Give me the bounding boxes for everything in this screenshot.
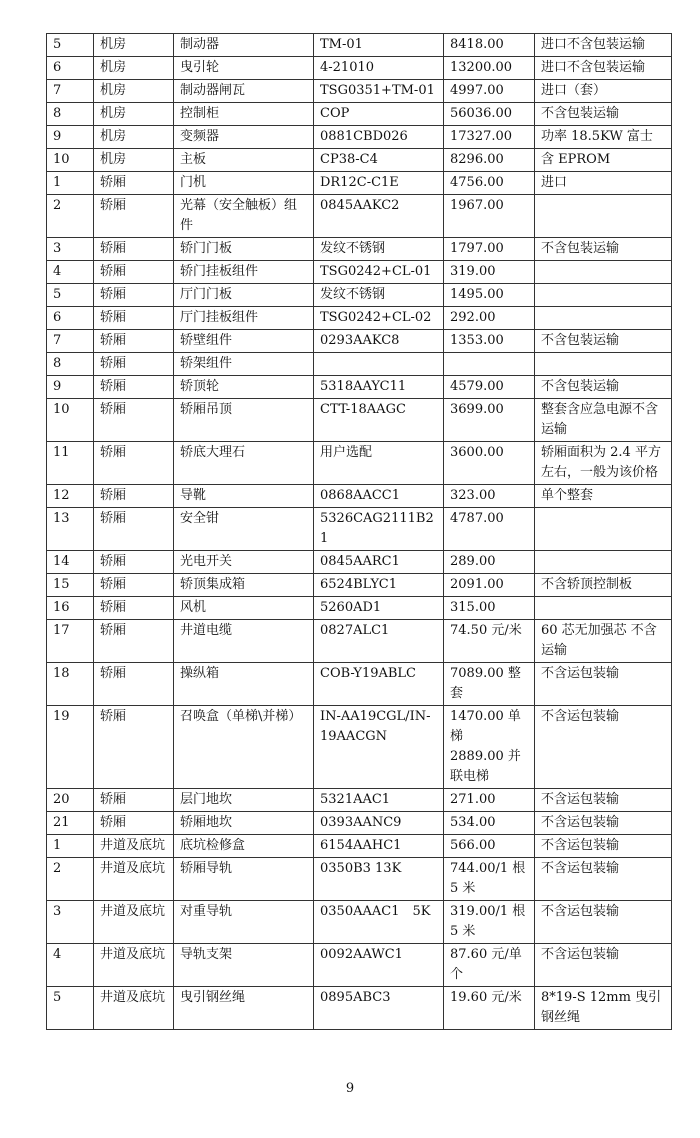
model-cell: 0293AAKC8 — [314, 330, 444, 353]
model-cell: 6524BLYC1 — [314, 574, 444, 597]
location-cell: 轿厢 — [94, 485, 174, 508]
location-cell: 轿厢 — [94, 789, 174, 812]
part-name-cell: 轿门门板 — [174, 238, 314, 261]
part-name-cell: 对重导轨 — [174, 901, 314, 944]
model-cell: DR12C-C1E — [314, 172, 444, 195]
row-index-cell: 13 — [47, 508, 94, 551]
row-index-cell: 4 — [47, 261, 94, 284]
part-name-cell: 制动器闸瓦 — [174, 80, 314, 103]
part-name-cell: 光幕（安全触板）组件 — [174, 195, 314, 238]
row-index-cell: 18 — [47, 663, 94, 706]
model-cell: CP38-C4 — [314, 149, 444, 172]
row-index-cell: 10 — [47, 399, 94, 442]
remark-cell — [535, 195, 672, 238]
table-row — [47, 620, 672, 663]
model-cell: CTT-18AAGC — [314, 399, 444, 442]
part-name-cell: 光电开关 — [174, 551, 314, 574]
price-cell: 744.00/1 根 5 米 — [444, 858, 535, 901]
location-cell: 轿厢 — [94, 663, 174, 706]
table-row — [47, 508, 672, 551]
remark-cell: 单个整套 — [535, 485, 672, 508]
price-cell: 56036.00 — [444, 103, 535, 126]
row-index-cell: 8 — [47, 353, 94, 376]
location-cell: 轿厢 — [94, 574, 174, 597]
remark-cell: 不含运包装输 — [535, 706, 672, 789]
remark-cell: 60 芯无加强芯 不含运输 — [535, 620, 672, 663]
remark-cell: 功率 18.5KW 富士 — [535, 126, 672, 149]
location-cell: 机房 — [94, 103, 174, 126]
price-cell: 1470.00 单梯 2889.00 并联电梯 — [444, 706, 535, 789]
part-name-cell: 曳引钢丝绳 — [174, 987, 314, 1030]
model-cell: TSG0351+TM-01 — [314, 80, 444, 103]
row-index-cell: 10 — [47, 149, 94, 172]
location-cell: 轿厢 — [94, 508, 174, 551]
table-row — [47, 238, 672, 261]
model-cell: 5326CAG2111B21 — [314, 508, 444, 551]
part-name-cell: 轿厢导轨 — [174, 858, 314, 901]
parts-price-table — [46, 33, 672, 1030]
model-cell: 0881CBD026 — [314, 126, 444, 149]
model-cell: COP — [314, 103, 444, 126]
part-name-cell: 轿顶轮 — [174, 376, 314, 399]
row-index-cell: 11 — [47, 442, 94, 485]
part-name-cell: 曳引轮 — [174, 57, 314, 80]
price-cell: 315.00 — [444, 597, 535, 620]
location-cell: 轿厢 — [94, 442, 174, 485]
price-cell: 1353.00 — [444, 330, 535, 353]
row-index-cell: 14 — [47, 551, 94, 574]
row-index-cell: 9 — [47, 126, 94, 149]
price-cell: 4579.00 — [444, 376, 535, 399]
part-name-cell: 导靴 — [174, 485, 314, 508]
part-name-cell: 轿厢吊顶 — [174, 399, 314, 442]
location-cell: 井道及底坑 — [94, 858, 174, 901]
row-index-cell: 1 — [47, 172, 94, 195]
price-cell: 8296.00 — [444, 149, 535, 172]
model-cell: 用户选配 — [314, 442, 444, 485]
remark-cell: 进口不含包装运输 — [535, 34, 672, 57]
part-name-cell: 召唤盒（单梯\并梯） — [174, 706, 314, 789]
location-cell: 轿厢 — [94, 620, 174, 663]
row-index-cell: 5 — [47, 34, 94, 57]
table-row — [47, 858, 672, 901]
location-cell: 轿厢 — [94, 376, 174, 399]
table-row — [47, 126, 672, 149]
remark-cell: 不含包装运输 — [535, 376, 672, 399]
model-cell — [314, 353, 444, 376]
part-name-cell: 轿顶集成箱 — [174, 574, 314, 597]
table-row — [47, 353, 672, 376]
table-row — [47, 57, 672, 80]
part-name-cell: 门机 — [174, 172, 314, 195]
table-row — [47, 987, 672, 1030]
part-name-cell: 导轨支架 — [174, 944, 314, 987]
row-index-cell: 17 — [47, 620, 94, 663]
price-cell: 292.00 — [444, 307, 535, 330]
page-number: 9 — [345, 1081, 355, 1096]
table-row — [47, 399, 672, 442]
part-name-cell: 轿壁组件 — [174, 330, 314, 353]
location-cell: 轿厢 — [94, 353, 174, 376]
location-cell: 井道及底坑 — [94, 901, 174, 944]
part-name-cell: 轿底大理石 — [174, 442, 314, 485]
model-cell: 5321AAC1 — [314, 789, 444, 812]
table-row — [47, 551, 672, 574]
location-cell: 机房 — [94, 149, 174, 172]
row-index-cell: 19 — [47, 706, 94, 789]
location-cell: 井道及底坑 — [94, 835, 174, 858]
row-index-cell: 5 — [47, 987, 94, 1030]
remark-cell: 不含运包装输 — [535, 663, 672, 706]
table-row — [47, 789, 672, 812]
table-row — [47, 706, 672, 789]
price-cell: 1797.00 — [444, 238, 535, 261]
remark-cell — [535, 307, 672, 330]
remark-cell — [535, 508, 672, 551]
price-cell: 534.00 — [444, 812, 535, 835]
remark-cell: 不含运包装输 — [535, 789, 672, 812]
remark-cell: 进口 — [535, 172, 672, 195]
location-cell: 轿厢 — [94, 172, 174, 195]
model-cell: 6154AAHC1 — [314, 835, 444, 858]
model-cell: TM-01 — [314, 34, 444, 57]
remark-cell: 进口（套） — [535, 80, 672, 103]
row-index-cell: 9 — [47, 376, 94, 399]
table-row — [47, 901, 672, 944]
model-cell: 0092AAWC1 — [314, 944, 444, 987]
part-name-cell: 操纵箱 — [174, 663, 314, 706]
model-cell: IN-AA19CGL/IN-19AACGN — [314, 706, 444, 789]
location-cell: 轿厢 — [94, 307, 174, 330]
part-name-cell: 主板 — [174, 149, 314, 172]
price-cell: 19.60 元/米 — [444, 987, 535, 1030]
row-index-cell: 4 — [47, 944, 94, 987]
remark-cell: 不含包装运输 — [535, 238, 672, 261]
part-name-cell: 井道电缆 — [174, 620, 314, 663]
model-cell: 0895ABC3 — [314, 987, 444, 1030]
model-cell: TSG0242+CL-01 — [314, 261, 444, 284]
remark-cell: 进口不含包装运输 — [535, 57, 672, 80]
table-row — [47, 376, 672, 399]
location-cell: 轿厢 — [94, 261, 174, 284]
remark-cell: 8*19-S 12mm 曳引钢丝绳 — [535, 987, 672, 1030]
table-row — [47, 307, 672, 330]
table-row — [47, 34, 672, 57]
table-row — [47, 284, 672, 307]
model-cell: 0350AAAC1 5K — [314, 901, 444, 944]
row-index-cell: 21 — [47, 812, 94, 835]
model-cell: 0845AAKC2 — [314, 195, 444, 238]
table-row — [47, 597, 672, 620]
location-cell: 机房 — [94, 80, 174, 103]
table-row — [47, 330, 672, 353]
location-cell: 轿厢 — [94, 812, 174, 835]
remark-cell — [535, 353, 672, 376]
price-cell: 4787.00 — [444, 508, 535, 551]
location-cell: 轿厢 — [94, 597, 174, 620]
price-cell: 3600.00 — [444, 442, 535, 485]
price-cell: 8418.00 — [444, 34, 535, 57]
table-row — [47, 80, 672, 103]
price-cell: 289.00 — [444, 551, 535, 574]
model-cell: 5260AD1 — [314, 597, 444, 620]
table-row — [47, 835, 672, 858]
model-cell: 0827ALC1 — [314, 620, 444, 663]
table-row — [47, 812, 672, 835]
price-cell: 1495.00 — [444, 284, 535, 307]
remark-cell: 不含运包装输 — [535, 858, 672, 901]
part-name-cell: 轿门挂板组件 — [174, 261, 314, 284]
location-cell: 轿厢 — [94, 238, 174, 261]
row-index-cell: 12 — [47, 485, 94, 508]
part-name-cell: 层门地坎 — [174, 789, 314, 812]
model-cell: 5318AAYC11 — [314, 376, 444, 399]
model-cell: 发纹不锈钢 — [314, 284, 444, 307]
model-cell: COB-Y19ABLC — [314, 663, 444, 706]
model-cell: 0845AARC1 — [314, 551, 444, 574]
row-index-cell: 7 — [47, 80, 94, 103]
part-name-cell: 安全钳 — [174, 508, 314, 551]
row-index-cell: 2 — [47, 858, 94, 901]
remark-cell: 不含包装运输 — [535, 103, 672, 126]
remark-cell: 含 EPROM — [535, 149, 672, 172]
price-cell: 271.00 — [444, 789, 535, 812]
price-cell: 319.00 — [444, 261, 535, 284]
part-name-cell: 风机 — [174, 597, 314, 620]
price-cell: 13200.00 — [444, 57, 535, 80]
price-cell: 74.50 元/米 — [444, 620, 535, 663]
price-cell: 323.00 — [444, 485, 535, 508]
price-cell — [444, 353, 535, 376]
table-row — [47, 195, 672, 238]
table-row — [47, 574, 672, 597]
part-name-cell: 控制柜 — [174, 103, 314, 126]
price-cell: 566.00 — [444, 835, 535, 858]
price-cell: 2091.00 — [444, 574, 535, 597]
remark-cell: 不含运包装输 — [535, 812, 672, 835]
price-cell: 4997.00 — [444, 80, 535, 103]
price-cell: 1967.00 — [444, 195, 535, 238]
row-index-cell: 3 — [47, 238, 94, 261]
price-cell: 3699.00 — [444, 399, 535, 442]
remark-cell: 不含包装运输 — [535, 330, 672, 353]
table-row — [47, 663, 672, 706]
part-name-cell: 厅门挂板组件 — [174, 307, 314, 330]
remark-cell — [535, 261, 672, 284]
model-cell: 0393AANC9 — [314, 812, 444, 835]
price-cell: 17327.00 — [444, 126, 535, 149]
table-row — [47, 172, 672, 195]
part-name-cell: 厅门门板 — [174, 284, 314, 307]
remark-cell — [535, 284, 672, 307]
location-cell: 轿厢 — [94, 706, 174, 789]
remark-cell: 不含轿顶控制板 — [535, 574, 672, 597]
model-cell: 0868AACC1 — [314, 485, 444, 508]
parts-table-body — [47, 34, 672, 1030]
row-index-cell: 20 — [47, 789, 94, 812]
row-index-cell: 15 — [47, 574, 94, 597]
location-cell: 机房 — [94, 126, 174, 149]
row-index-cell: 2 — [47, 195, 94, 238]
location-cell: 轿厢 — [94, 195, 174, 238]
location-cell: 轿厢 — [94, 551, 174, 574]
remark-cell — [535, 551, 672, 574]
row-index-cell: 1 — [47, 835, 94, 858]
part-name-cell: 变频器 — [174, 126, 314, 149]
row-index-cell: 6 — [47, 57, 94, 80]
row-index-cell: 6 — [47, 307, 94, 330]
location-cell: 井道及底坑 — [94, 944, 174, 987]
model-cell: TSG0242+CL-02 — [314, 307, 444, 330]
remark-cell: 不含运包装输 — [535, 835, 672, 858]
location-cell: 井道及底坑 — [94, 987, 174, 1030]
part-name-cell: 制动器 — [174, 34, 314, 57]
table-row — [47, 485, 672, 508]
table-row — [47, 149, 672, 172]
remark-cell: 不含运包装输 — [535, 944, 672, 987]
row-index-cell: 16 — [47, 597, 94, 620]
part-name-cell: 轿厢地坎 — [174, 812, 314, 835]
row-index-cell: 7 — [47, 330, 94, 353]
remark-cell: 不含运包装输 — [535, 901, 672, 944]
remark-cell: 整套含应急电源不含运输 — [535, 399, 672, 442]
price-cell: 87.60 元/单个 — [444, 944, 535, 987]
part-name-cell: 底坑检修盒 — [174, 835, 314, 858]
location-cell: 轿厢 — [94, 284, 174, 307]
table-row — [47, 103, 672, 126]
remark-cell: 轿厢面积为 2.4 平方左右，一般为该价格 — [535, 442, 672, 485]
location-cell: 机房 — [94, 34, 174, 57]
location-cell: 机房 — [94, 57, 174, 80]
location-cell: 轿厢 — [94, 399, 174, 442]
row-index-cell: 8 — [47, 103, 94, 126]
table-row — [47, 944, 672, 987]
table-row — [47, 261, 672, 284]
part-name-cell: 轿架组件 — [174, 353, 314, 376]
remark-cell — [535, 597, 672, 620]
row-index-cell: 3 — [47, 901, 94, 944]
price-cell: 4756.00 — [444, 172, 535, 195]
location-cell: 轿厢 — [94, 330, 174, 353]
model-cell: 4-21010 — [314, 57, 444, 80]
model-cell: 发纹不锈钢 — [314, 238, 444, 261]
row-index-cell: 5 — [47, 284, 94, 307]
price-cell: 319.00/1 根 5 米 — [444, 901, 535, 944]
table-row — [47, 442, 672, 485]
price-cell: 7089.00 整套 — [444, 663, 535, 706]
model-cell: 0350B3 13K — [314, 858, 444, 901]
